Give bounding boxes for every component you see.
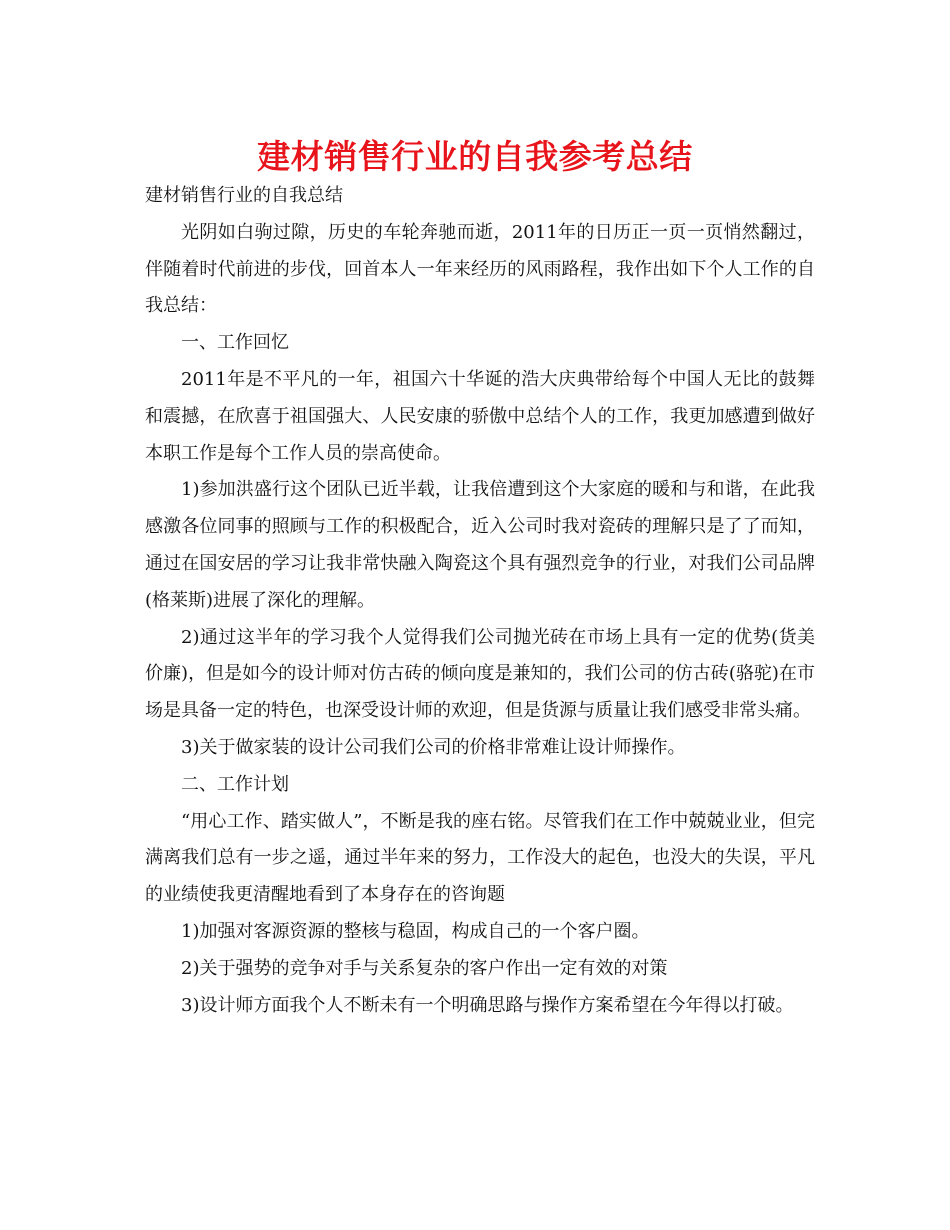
document-title: 建材销售行业的自我参考总结 — [257, 137, 693, 176]
paragraph-review-point-2: 2)通过这半年的学习我个人觉得我们公司抛光砖在市场上具有一定的优势(货美价廉)，但是如今的设计师对仿古砖的倾向度是兼知的，我们公司的仿古砖(骆驼)在市场是具备一定的特色，也深受设计师的欢迎，但是货源与质量让我们感受非常头痛。 — [145, 626, 815, 722]
section-heading-review: 一、工作回忆 — [181, 332, 289, 354]
paragraph-intro: 光阴如白驹过隙，历史的车轮奔驰而逝，2011年的日历正一页一页悄然翻过，伴随着时代前进的步伐，回首本人一年来经历的风雨路程，我作出如下个人工作的自我总结： — [145, 221, 815, 317]
paragraph-plan-point-1: 1)加强对客源资源的整核与稳固，构成自己的一个客户圈。 — [181, 920, 650, 942]
paragraph-review-point-1: 1)参加洪盛行这个团队已近半载，让我倍遭到这个大家庭的暖和与和谐，在此我感激各位同事的照顾与工作的积极配合，近入公司时我对瓷砖的理解只是了了而知，通过在国安居的学习让我非常快融入陶瓷这个具有强烈竞争的行业，对我们公司品牌(格莱斯)进展了深化的理解。 — [145, 479, 815, 611]
document-subtitle: 建材销售行业的自我总结 — [145, 185, 343, 206]
paragraph-plan-point-2: 2)关于强势的竞争对手与关系复杂的客户作出一定有效的对策 — [181, 957, 668, 979]
paragraph-motto: “用心工作、踏实做人”，不断是我的座右铭。尽管我们在工作中兢兢业业，但完满离我们总有一步之遥，通过半年来的努力，工作没大的起色，也没大的失误，平凡的业绩使我更清醒地看到了本身存在的咨询题 — [145, 810, 815, 906]
paragraph-2011-review: 2011年是不平凡的一年，祖国六十华诞的浩大庆典带给每个中国人无比的鼓舞和震撼，在欣喜于祖国强大、人民安康的骄傲中总结个人的工作，我更加感遭到做好本职工作是每个工作人员的崇高使命。 — [145, 368, 815, 464]
paragraph-plan-point-3: 3)设计师方面我个人不断未有一个明确思路与操作方案希望在今年得以打破。 — [181, 994, 794, 1016]
paragraph-review-point-3: 3)关于做家装的设计公司我们公司的价格非常难让设计师操作。 — [181, 736, 686, 758]
document-body — [145, 178, 815, 1024]
section-heading-plan: 二、工作计划 — [181, 773, 289, 795]
